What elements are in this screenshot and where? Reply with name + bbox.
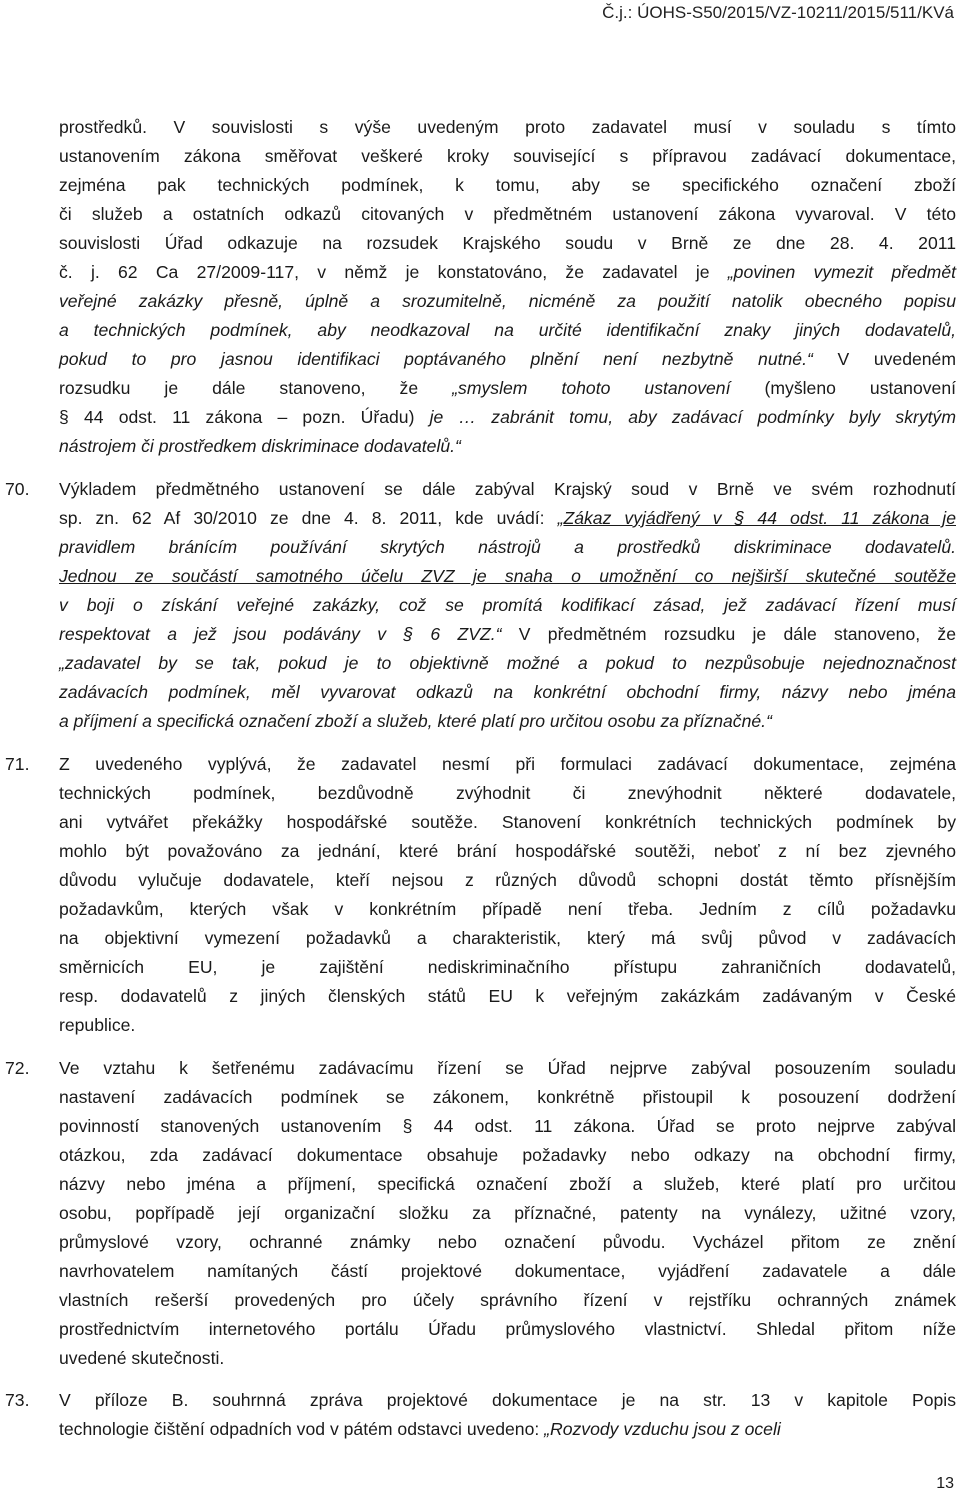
text-line [59,1200,956,1226]
text-segment: zejména pak technických podmínek, k tomu, aby se specifického označení zboží [59,175,956,195]
text-segment: V příloze B. souhrnná zpráva projektové dokumentace je na str. 13 v kapitole Popis [59,1390,956,1410]
text-segment: na objektivní vymezení požadavků a charakteristik, který má svůj původ v zadávacích [59,928,956,948]
text-segment: Jednou ze součástí samotného účelu ZVZ je snaha o umožnění co nejširší skutečné soutěže [59,566,956,586]
text-segment: veřejné zakázky přesně, úplně a srozumitelně, nicméně za použití natolik obecného popisu [59,291,956,311]
text-segment: v boji o získání veřejné zakázky, což se promítá kodifikací zásad, jež zadávací řízení musí [59,595,956,615]
text-segment: „zadavatel by se tak, pokud je to objektivně možné a pokud to nezpůsobuje nejednoznačnost [59,653,956,673]
text-segment: republice. [59,1015,136,1035]
text-segment: Z uvedeného vyplývá, že zadavatel nesmí při formulaci zadávací dokumentace, zejména [59,754,956,774]
text-line [59,1084,956,1110]
text-segment: zadávacích podmínek, měl vyvarovat odkazů na konkrétní obchodní firmy, názvy nebo jména [59,682,956,702]
text-segment: či služeb a ostatních odkazů citovaných v předmětném ustanovení zákona vyvaroval. V této [59,204,956,224]
text-line [59,114,956,140]
paragraph-number: 72. [5,1058,30,1078]
text-line [59,1113,956,1139]
text-segment: sp. zn. 62 Af 30/2010 ze dne 4. 8. 2011, kde uvádí: [59,508,558,528]
text-segment: prostředků. V souvislosti s výše uvedeným proto zadavatel musí v souladu s tímto [59,117,956,137]
text-segment: „smyslem tohoto ustanovení [452,378,731,398]
text-line [59,751,956,777]
text-segment: Ve vztahu k šetřenému zadávacímu řízení se Úřad nejprve zabýval posouzením souladu [59,1058,956,1078]
text-segment: V uvedeném [812,349,956,369]
text-line [59,288,956,314]
text-line [59,838,956,864]
text-segment: mohlo být považováno za jednání, které brání hospodářské soutěži, neboť z ní bez zjevného [59,841,956,861]
paragraph-number: 71. [5,754,30,774]
text-segment: navrhovatelem namítaných částí projektové dokumentace, vyjádření zadavatele a dále [59,1261,956,1281]
text-segment: osobu, popřípadě její organizační složku za příznačné, patenty na vynálezy, užitné vzory, [59,1203,956,1223]
text-segment: a technických podmínek, aby neodkazoval na určité identifikační znaky jiných dodavatelů, [59,320,956,340]
text-segment: rozsudku je dále stanoveno, že [59,378,453,398]
text-segment: ustanovením zákona směřovat veškeré kroky související s přípravou zadávací dokumentace, [59,146,956,166]
text-line [59,505,956,531]
text-line [59,1316,956,1342]
text-line [59,592,956,618]
text-segment: uvedené skutečnosti. [59,1348,225,1368]
text-line [59,896,956,922]
text-segment: (myšleno ustanovení [730,378,956,398]
text-line [59,983,956,1009]
text-line [59,1142,956,1168]
text-segment: průmyslové vzory, ochranné známky nebo označení původu. Vycházel přitom ze znění [59,1232,956,1252]
text-segment: požadavkům, kterých však v konkrétním případě není třeba. Jedním z cílů požadavku [59,899,956,919]
text-segment: Výkladem předmětného ustanovení se dále zabýval Krajský soud v Brně ve svém rozhodnutí [59,479,956,499]
text-line [59,1258,956,1284]
text-segment: prostřednictvím internetového portálu Úřadu průmyslového vlastnictví. Shledal přitom níže [59,1319,956,1339]
text-segment: povinností stanovených ustanovením § 44 odst. 11 zákona. Úřad se proto nejprve zabýval [59,1116,956,1136]
text-segment: vlastních rešerší provedených pro účely správního řízení v rejstříku ochranných známek [59,1290,956,1310]
text-line [59,780,956,806]
text-line [59,1012,956,1038]
text-segment: pokud to pro jasnou identifikaci poptávaného plnění není nezbytně nutné.“ [59,349,813,369]
text-segment: resp. dodavatelů z jiných členských států EU k veřejným zakázkám zadávaným v České [59,986,956,1006]
text-line [59,925,956,951]
text-segment: technických podmínek, bezdůvodně zvýhodnit či znevýhodnit některé dodavatele, [59,783,956,803]
text-line [59,679,956,705]
text-segment: V předmětném rozsudku je dále stanoveno, že [501,624,957,644]
text-segment: nastavení zadávacích podmínek se zákonem, konkrétně přistoupil k posouzení dodržení [59,1087,956,1107]
text-line [59,433,956,459]
text-line [59,317,956,343]
text-line [59,621,956,647]
text-segment: názvy nebo jména a příjmení, specifická označení zboží a služeb, které platí pro určitou [59,1174,956,1194]
text-line [59,650,956,676]
text-line [59,201,956,227]
text-segment: důvodu vylučuje dodavatele, kteří nejsou z různých důvodů schopni dostát těmto přísnějším [59,870,956,890]
page-number: 13 [936,1475,954,1492]
text-segment: je … zabránit tomu, aby zadávací podmínky byly skrytým [429,407,956,427]
text-segment: otázkou, zda zadávací dokumentace obsahuje požadavky nebo odkazy na obchodní firmy, [59,1145,956,1165]
text-line [59,1229,956,1255]
document-reference-header: Č.j.: ÚOHS-S50/2015/VZ-10211/2015/511/KVá [602,3,954,22]
text-line [59,172,956,198]
text-segment: nástrojem či prostředkem diskriminace dodavatelů.“ [59,436,461,456]
text-segment: „Zákaz vyjádřený v § 44 odst. 11 zákona je [557,508,956,528]
text-segment: a příjmení a specifická označení zboží a služeb, které platí pro určitou osobu za příznačné.“ [59,711,772,731]
text-line [59,1387,956,1413]
text-segment: souvislosti Úřad odkazuje na rozsudek Krajského soudu v Brně ze dne 28. 4. 2011 [59,233,956,253]
text-segment: „povinen vymezit předmět [727,262,956,282]
text-line [59,867,956,893]
text-line [59,346,956,372]
text-segment: směrnicích EU, je zajištění nediskriminačního přístupu zahraničních dodavatelů, [59,957,956,977]
text-line [59,404,956,430]
text-line [59,375,956,401]
text-line [59,563,956,589]
paragraph-number: 70. [5,479,30,499]
text-line [59,230,956,256]
text-line [59,259,956,285]
text-segment: č. j. 62 Ca 27/2009-117, v němž je konstatováno, že zadavatel je [59,262,728,282]
text-line [59,1345,956,1371]
text-line [59,1055,956,1081]
text-line [59,1287,956,1313]
text-line [59,809,956,835]
text-segment: pravidlem bránícím používání skrytých nástrojů a prostředků diskriminace dodavatelů. [59,537,956,557]
paragraph-number: 73. [5,1390,30,1410]
text-segment: respektovat a jež jsou podávány v § 6 ZVZ.“ [59,624,502,644]
text-line [59,476,956,502]
text-segment: „Rozvody vzduchu jsou z oceli [544,1419,781,1439]
text-line [59,1416,956,1442]
text-segment: § 44 odst. 11 zákona – pozn. Úřadu) [59,407,430,427]
text-line [59,708,956,734]
text-line [59,534,956,560]
text-line [59,143,956,169]
text-line [59,954,956,980]
text-segment: ani vytvářet překážky hospodářské soutěže. Stanovení konkrétních technických podmínek by [59,812,956,832]
text-segment: technologie čištění odpadních vod v pátém odstavci uvedeno: [59,1419,545,1439]
text-line [59,1171,956,1197]
